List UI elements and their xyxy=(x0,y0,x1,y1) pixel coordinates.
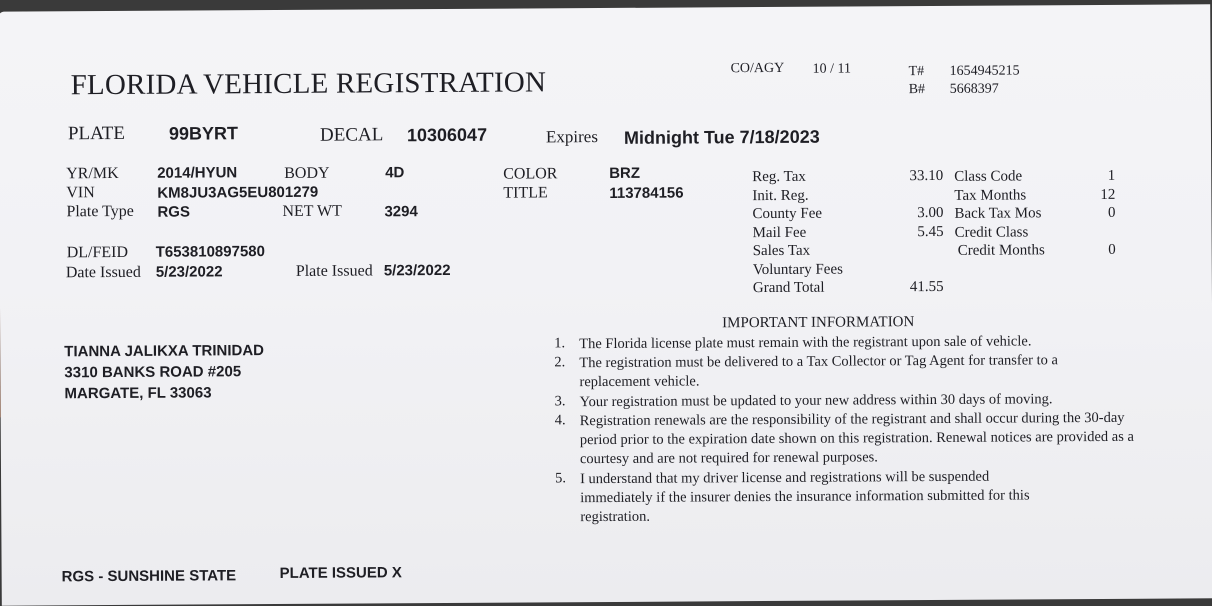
info-item-text: The registration must be delivered to a Tax Collector or Tag Agent for transfer to a replacement vehicle. xyxy=(579,352,1059,391)
info-item-text: The Florida license plate must remain with the registrant upon sale of vehicle. xyxy=(579,333,1032,353)
info-item-number: 4. xyxy=(554,412,566,429)
decal-label: DECAL xyxy=(319,124,384,146)
fee-label: County Fee xyxy=(752,205,823,223)
fee-label: Sales Tax xyxy=(752,242,811,260)
date-issued-label: Date Issued xyxy=(65,263,141,282)
b-number-value: 5668397 xyxy=(949,81,999,97)
vin-value: KM8JU3AG5EU801279 xyxy=(157,183,319,202)
fee-amount xyxy=(884,241,944,260)
class-label: Back Tax Mos xyxy=(954,205,1042,222)
date-issued-value: 5/23/2022 xyxy=(155,263,223,281)
fee-amount: 41.55 xyxy=(909,278,944,296)
class-labels xyxy=(954,167,1045,260)
class-label: Tax Months xyxy=(954,186,1027,204)
info-item-text: Registration renewals are the responsibility of the registrant and shall occur during the 30-day period prior to the expiration date shown on this registration. Renewal notices are provided as a courtesy and are not required for renewal purposes. xyxy=(579,409,1134,468)
owner-city: MARGATE, FL 33063 xyxy=(64,384,212,403)
info-item-number: 1. xyxy=(554,335,566,352)
registration-document xyxy=(0,4,1212,605)
owner-street: 3310 BANKS ROAD #205 xyxy=(64,363,242,382)
fee-label: Reg. Tax xyxy=(752,168,806,186)
class-label: Credit Class xyxy=(954,223,1029,241)
color-value: BRZ xyxy=(609,164,641,182)
dlfeid-value: T653810897580 xyxy=(155,243,266,261)
t-number-value: 1654945215 xyxy=(949,63,1020,79)
yrmk-value: 2014/HYUN xyxy=(157,164,238,182)
class-value: 12 xyxy=(1100,186,1116,203)
info-item-text: I understand that my driver license and registrations will be suspended immediately if the insurer denies the insurance information submitted for this registration. xyxy=(580,468,1030,526)
footer-plate-issued: PLATE ISSUED X xyxy=(279,564,402,582)
b-number-label: B# xyxy=(908,82,926,98)
net-wt-label: NET WT xyxy=(282,202,342,220)
vin-label: VIN xyxy=(66,184,95,202)
yrmk-label: YR/MK xyxy=(66,164,119,183)
class-values xyxy=(1079,167,1116,260)
dlfeid-label: DL/FEID xyxy=(66,243,129,262)
net-wt-value: 3294 xyxy=(384,203,418,221)
info-item xyxy=(555,409,1135,471)
color-label: COLOR xyxy=(503,165,558,183)
info-item xyxy=(555,467,1135,529)
info-item-number: 3. xyxy=(554,393,566,410)
plate-issued-value: 5/23/2022 xyxy=(383,261,451,280)
fee-labels xyxy=(752,168,843,298)
info-item-number: 5. xyxy=(555,470,566,487)
plate-value: 99BYRT xyxy=(168,123,239,144)
fee-amount xyxy=(884,259,944,278)
fee-amount xyxy=(883,185,943,204)
plate-type-value: RGS xyxy=(157,203,190,221)
class-label: Class Code xyxy=(954,168,1023,185)
fee-amounts xyxy=(883,167,944,297)
t-number-label: T# xyxy=(908,64,925,80)
fee-label: Init. Reg. xyxy=(752,187,809,204)
owner-address xyxy=(64,340,264,404)
class-label: Credit Months xyxy=(957,242,1045,259)
fee-amount: 5.45 xyxy=(917,223,944,240)
info-list xyxy=(554,332,1135,529)
fee-label: Grand Total xyxy=(752,279,825,297)
class-value: 1 xyxy=(1107,167,1116,184)
footer-plate-type: RGS - SUNSHINE STATE xyxy=(61,567,237,586)
class-value xyxy=(1080,222,1116,241)
decal-value: 10306047 xyxy=(406,124,488,146)
plate-type-label: Plate Type xyxy=(66,202,134,221)
info-item xyxy=(554,351,1134,394)
expires-value: Midnight Tue 7/18/2023 xyxy=(623,126,820,148)
expires-label: Expires xyxy=(545,127,598,147)
info-item-text: Your registration must be updated to your new address within 30 days of moving. xyxy=(579,391,1053,411)
body-label: BODY xyxy=(284,164,330,182)
fee-label: Voluntary Fees xyxy=(752,261,843,278)
body-value: 4D xyxy=(385,164,405,182)
document-title: FLORIDA VEHICLE REGISTRATION xyxy=(70,66,547,102)
title-label: TITLE xyxy=(503,184,548,202)
fee-amount: 3.00 xyxy=(917,204,944,222)
info-item-number: 2. xyxy=(554,354,566,371)
plate-issued-label: Plate Issued xyxy=(295,262,373,280)
plate-label: PLATE xyxy=(67,122,126,145)
class-value: 0 xyxy=(1107,204,1116,221)
owner-name: TIANNA JALIKXA TRINIDAD xyxy=(64,342,265,361)
co-agy-value: 10 / 11 xyxy=(812,61,851,77)
co-agy-label: CO/AGY xyxy=(730,60,785,77)
fee-amount: 33.10 xyxy=(909,167,944,185)
title-value: 113784156 xyxy=(609,184,684,202)
info-heading: IMPORTANT INFORMATION xyxy=(722,314,915,332)
fee-label: Mail Fee xyxy=(752,224,807,241)
class-value: 0 xyxy=(1108,241,1116,258)
